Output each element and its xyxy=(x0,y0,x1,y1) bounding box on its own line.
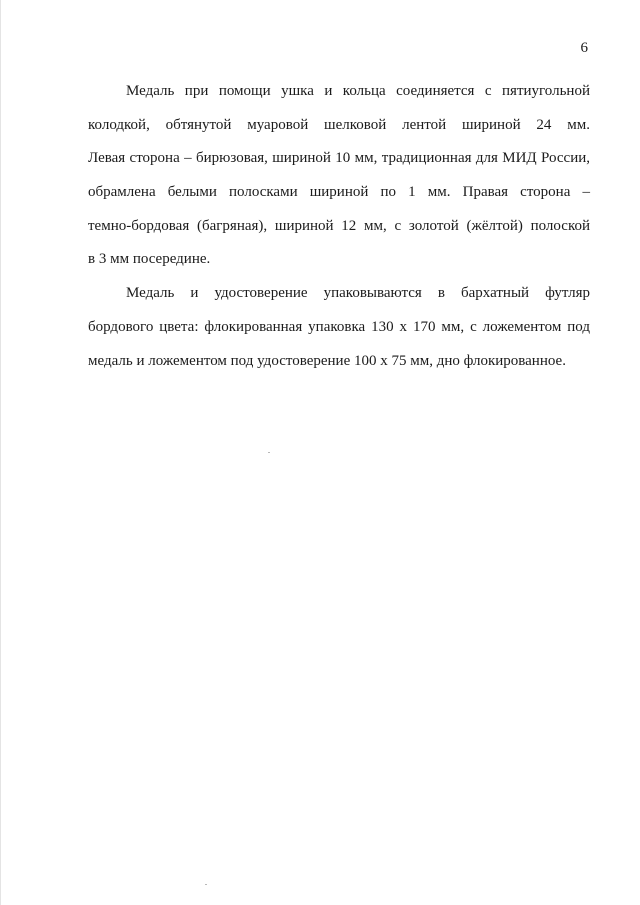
page-number: 6 xyxy=(580,40,588,56)
text-line: медаль и ложементом под удостоверение 100 х 75 мм, дно флокированное. xyxy=(88,352,566,369)
text-line: бордового цвета: флокированная упаковка 130 х 170 мм, с ложементом под xyxy=(88,318,590,335)
text-line: Медаль и удостоверение упаковываются в бархатный футляр xyxy=(126,285,590,302)
document-body xyxy=(88,75,590,378)
page-left-edge xyxy=(0,0,1,905)
text-line: Медаль при помощи ушка и кольца соединяется с пятиугольной xyxy=(126,83,590,99)
text-line: в 3 мм посередине. xyxy=(88,251,211,268)
text-line: обрамлена белыми полосками шириной по 1 мм. Правая сторона – xyxy=(88,184,590,201)
text-line: колодкой, обтянутой муаровой шелковой лентой шириной 24 мм. xyxy=(88,116,590,133)
paragraph-medal-ribbon xyxy=(88,75,590,277)
paragraph-packaging xyxy=(88,277,590,378)
text-line: темно-бордовая (багряная), шириной 12 мм, с золотой (жёлтой) полоской xyxy=(88,217,590,234)
scan-speck xyxy=(205,884,207,885)
text-line: Левая сторона – бирюзовая, шириной 10 мм, традиционная для МИД России, xyxy=(88,150,590,167)
scan-speck xyxy=(268,452,270,453)
